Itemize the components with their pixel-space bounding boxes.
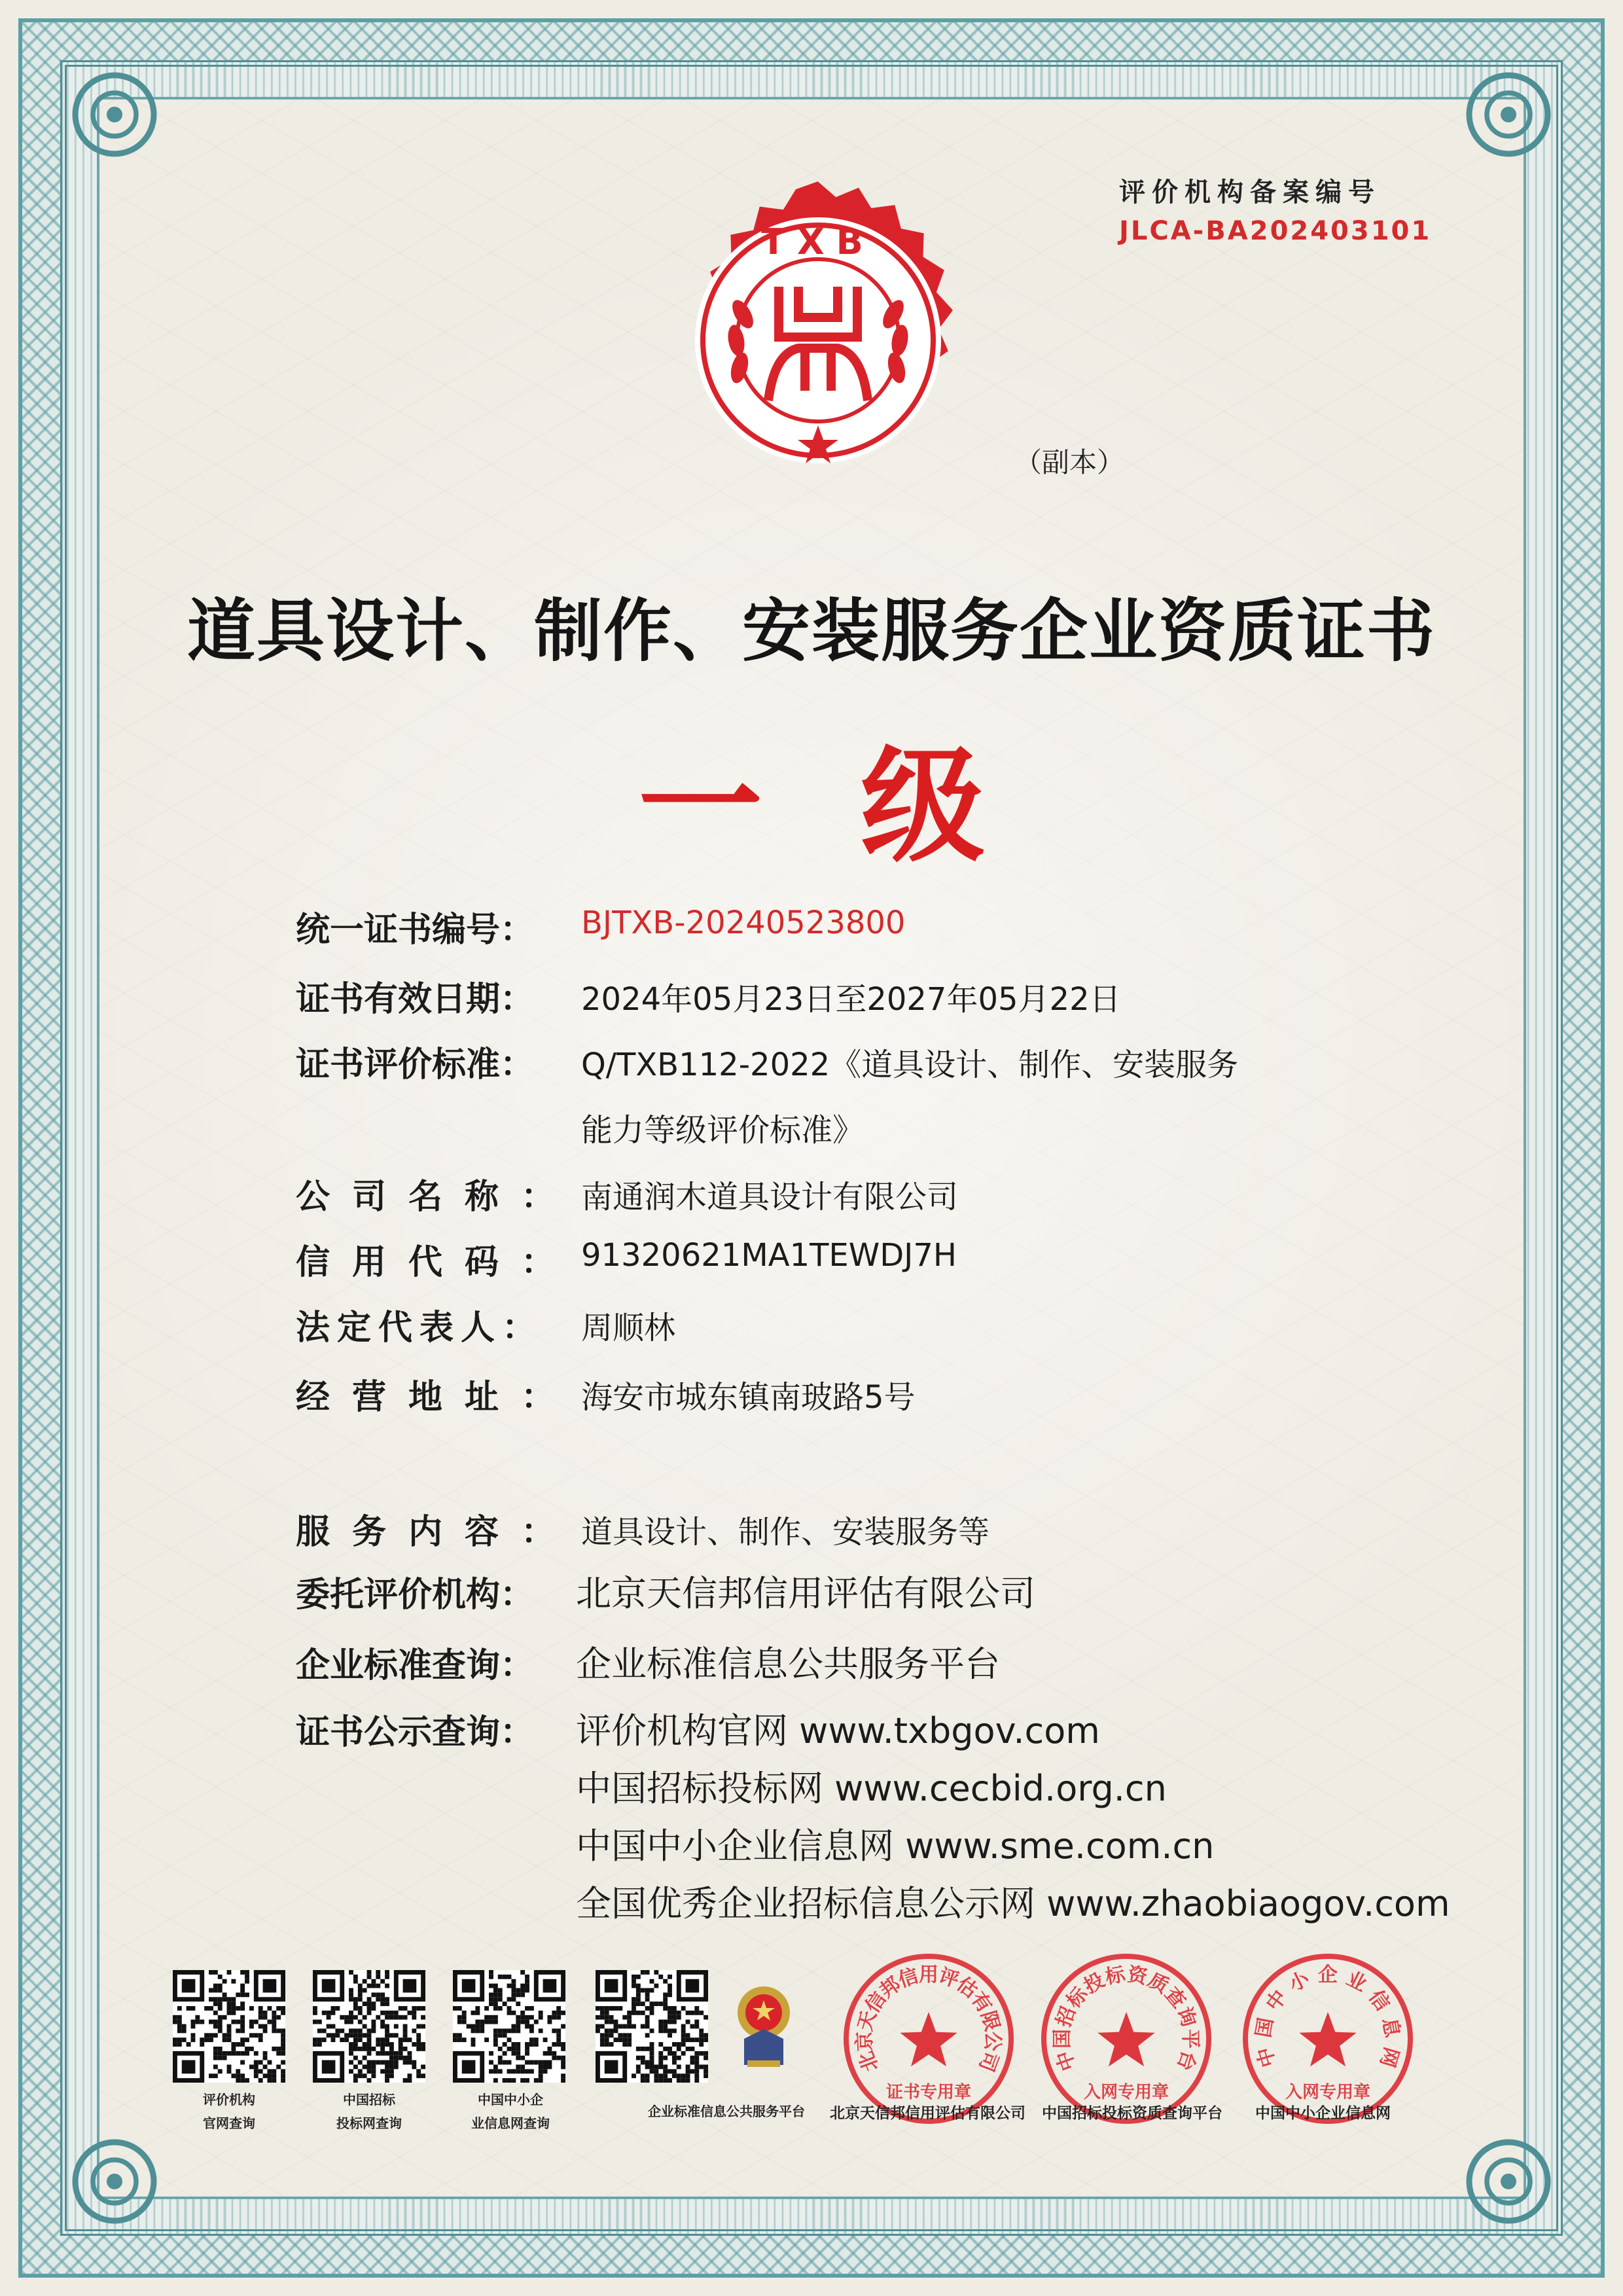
svg-text:邦: 邦 — [875, 1973, 905, 2003]
credit-code-label — [296, 1234, 555, 1283]
svg-text:限: 限 — [976, 2008, 1004, 2034]
agency-value: 北京天信邦信用评估有限公司 — [576, 1573, 1035, 1614]
txb-emblem-icon — [654, 177, 982, 504]
service-value: 道具设计、制作、安装服务等 — [581, 1514, 990, 1551]
public-query-line: 中国招标投标网 www.cecbid.org.cn — [576, 1768, 1167, 1809]
svg-text:TXB: TXB — [761, 221, 875, 262]
svg-text:国: 国 — [1252, 2016, 1278, 2039]
corner-ornament-icon — [65, 2132, 164, 2231]
svg-text:公: 公 — [980, 2031, 1005, 2052]
svg-text:台: 台 — [1172, 2047, 1201, 2074]
legal-rep-value: 周顺林 — [581, 1310, 676, 1346]
qr-caption — [170, 2088, 288, 2135]
svg-text:有: 有 — [966, 1988, 997, 2017]
record-number-label: 评价机构备案编号 — [1119, 177, 1381, 207]
service-label-text: 服务内容 — [296, 1513, 522, 1552]
public-query-line: 中国中小企业信息网 www.sme.com.cn — [576, 1825, 1215, 1867]
public-query-label: 证书公示查询： — [296, 1713, 535, 1752]
service-label — [296, 1504, 555, 1553]
cert-number-value: BJTXB-20240523800 — [581, 905, 906, 941]
legal-rep-label-text: 法定代表人 — [296, 1308, 503, 1348]
svg-text:信: 信 — [1364, 1986, 1395, 2016]
public-query-line: 评价机构官网 www.txbgov.com — [576, 1710, 1100, 1751]
svg-text:中: 中 — [1253, 2044, 1281, 2070]
qr-caption — [445, 2088, 576, 2135]
company-name-value: 南通润木道具设计有限公司 — [581, 1179, 959, 1215]
standard-value-line2: 能力等级评价标准》 — [581, 1112, 865, 1149]
svg-text:平: 平 — [1179, 2029, 1202, 2049]
svg-text:天: 天 — [853, 2008, 882, 2034]
svg-text:网: 网 — [1375, 2044, 1403, 2070]
std-query-value: 企业标准信息公共服务平台 — [576, 1643, 1000, 1685]
standard-value-line1: Q/TXB112-2022《道具设计、制作、安装服务 — [581, 1047, 1239, 1083]
label-colon: ： — [502, 1308, 537, 1348]
company-name-label-text: 公司名称 — [296, 1177, 522, 1217]
svg-text:标: 标 — [1062, 1982, 1093, 2013]
svg-text:入网专用章: 入网专用章 — [1285, 2083, 1371, 2102]
svg-text:资: 资 — [1126, 1963, 1149, 1989]
seal-caption: 北京天信邦信用评估有限公司 — [830, 2105, 1026, 2122]
qr-caption-line: 业信息网查询 — [471, 2115, 550, 2131]
qr-code-icon — [173, 1970, 285, 2083]
qr-caption — [310, 2088, 428, 2135]
qr-caption-line: 中国招标 — [343, 2092, 395, 2108]
corner-ornament-icon — [1459, 2132, 1558, 2231]
svg-text:标: 标 — [1103, 1963, 1127, 1989]
svg-text:司: 司 — [974, 2048, 1003, 2075]
svg-text:息: 息 — [1378, 2016, 1404, 2039]
credit-code-value: 91320621MA1TEWDJ7H — [581, 1237, 957, 1274]
address-label-text: 经营地址 — [296, 1378, 522, 1417]
seal-caption: 中国招标投标资质查询平台 — [1042, 2105, 1222, 2122]
address-label — [296, 1369, 555, 1418]
corner-ornament-icon — [1459, 65, 1558, 164]
cert-number-label: 统一证书编号： — [296, 910, 535, 950]
svg-text:企: 企 — [1318, 1964, 1338, 1986]
qr-code-icon — [313, 1970, 425, 2083]
svg-text:中: 中 — [1261, 1986, 1292, 2016]
std-query-label: 企业标准查询： — [296, 1646, 535, 1685]
valid-date-value: 2024年05月23日至2027年05月22日 — [581, 981, 1121, 1018]
svg-text:查: 查 — [1160, 1982, 1190, 2013]
svg-text:业: 业 — [1342, 1967, 1371, 1997]
certificate-level: 一级 — [637, 734, 1083, 879]
svg-text:信: 信 — [861, 1988, 891, 2017]
svg-text:入网专用章: 入网专用章 — [1083, 2083, 1169, 2102]
seal-caption: 中国中小企业信息网 — [1255, 2105, 1391, 2122]
record-number-value: JLCA-BA202403101 — [1119, 216, 1432, 246]
svg-text:证书专用章: 证书专用章 — [885, 2083, 972, 2102]
svg-text:北: 北 — [855, 2048, 883, 2075]
svg-text:招: 招 — [1052, 2003, 1080, 2030]
svg-text:询: 询 — [1172, 2003, 1201, 2030]
label-colon: ： — [521, 1513, 556, 1552]
certificate-title: 道具设计、制作、安装服务企业资质证书 — [187, 591, 1436, 671]
public-query-line: 全国优秀企业招标信息公示网 www.zhaobiaogov.com — [576, 1883, 1450, 1924]
credit-code-label-text: 信用代码 — [296, 1243, 522, 1282]
agency-label: 委托评价机构： — [296, 1575, 535, 1615]
company-name-label — [296, 1169, 555, 1218]
svg-text:国: 国 — [1051, 2029, 1074, 2049]
label-colon: ： — [521, 1177, 556, 1217]
qr-caption-line: 中国中小企 — [478, 2092, 543, 2108]
qr-code-icon — [453, 1970, 565, 2083]
standard-label: 证书评价标准： — [296, 1045, 535, 1085]
corner-ornament-icon — [65, 65, 164, 164]
address-value: 海安市城东镇南玻路5号 — [581, 1379, 916, 1416]
label-colon: ： — [521, 1378, 556, 1417]
svg-text:估: 估 — [952, 1973, 982, 2003]
valid-date-label: 证书有效日期： — [296, 980, 535, 1019]
svg-text:质: 质 — [1144, 1968, 1173, 1999]
svg-text:投: 投 — [1080, 1968, 1109, 1999]
svg-text:用: 用 — [919, 1964, 938, 1986]
svg-text:评: 评 — [936, 1964, 962, 1992]
qr-caption-line: 投标网查询 — [336, 2115, 402, 2131]
copy-mark: （副本） — [1014, 446, 1125, 478]
legal-rep-label — [296, 1300, 536, 1349]
qr-caption — [609, 2100, 844, 2123]
svg-text:京: 京 — [853, 2031, 877, 2052]
svg-text:信: 信 — [895, 1964, 921, 1992]
svg-text:中: 中 — [1052, 2047, 1080, 2074]
qr-caption-line: 企业标准信息公共服务平台 — [648, 2104, 805, 2119]
qr-caption-line: 评价机构 — [203, 2092, 255, 2108]
svg-text:小: 小 — [1285, 1967, 1313, 1997]
label-colon: ： — [521, 1243, 556, 1282]
qr-code-icon — [596, 1970, 708, 2083]
national-emblem-icon — [728, 1977, 800, 2075]
qr-caption-line: 官网查询 — [203, 2115, 255, 2131]
